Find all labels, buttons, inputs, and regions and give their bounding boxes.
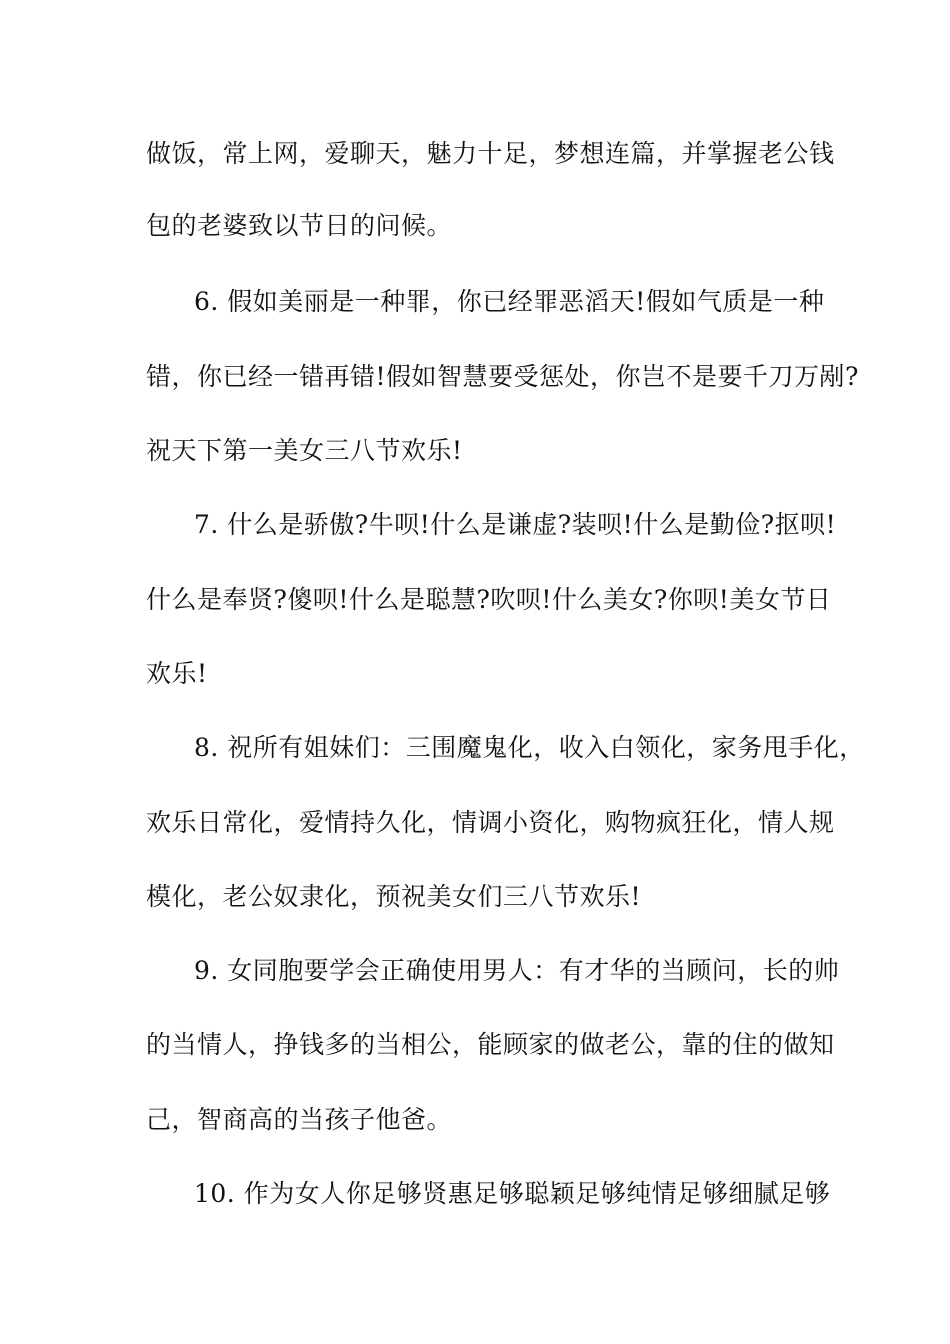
- paragraph-line: 6. 假如美丽是一种罪，你已经罪恶滔天!假如气质是一种: [194, 287, 825, 316]
- paragraph-line: 祝天下第一美女三八节欢乐!: [146, 436, 463, 465]
- paragraph-line: 10. 作为女人你足够贤惠足够聪颖足够纯情足够细腻足够: [194, 1179, 831, 1208]
- paragraph-line: 模化，老公奴隶化，预祝美女们三八节欢乐!: [146, 882, 642, 911]
- paragraph-line: 做饭，常上网，爱聊天，魅力十足，梦想连篇，并掌握老公钱: [146, 139, 835, 168]
- paragraph-line: 什么是奉贤?傻呗!什么是聪慧?吹呗!什么美女?你呗!美女节日: [146, 585, 832, 614]
- paragraph-line: 包的老婆致以节日的问候。: [146, 211, 453, 240]
- paragraph-line: 7. 什么是骄傲?牛呗!什么是谦虚?装呗!什么是勤俭?抠呗!: [194, 510, 837, 539]
- paragraph-line: 8. 祝所有姐妹们：三围魔鬼化，收入白领化，家务甩手化，: [194, 733, 865, 762]
- paragraph-line: 的当情人，挣钱多的当相公，能顾家的做老公，靠的住的做知: [146, 1030, 835, 1059]
- paragraph-line: 9. 女同胞要学会正确使用男人：有才华的当顾问，长的帅: [194, 956, 840, 985]
- paragraph-line: 欢乐!: [146, 659, 208, 688]
- paragraph-line: 己，智商高的当孩子他爸。: [146, 1105, 453, 1134]
- paragraph-line: 欢乐日常化，爱情持久化，情调小资化，购物疯狂化，情人规: [146, 808, 835, 837]
- paragraph-line: 错，你已经一错再错!假如智慧要受惩处，你岂不是要千刀万剐?: [146, 362, 859, 391]
